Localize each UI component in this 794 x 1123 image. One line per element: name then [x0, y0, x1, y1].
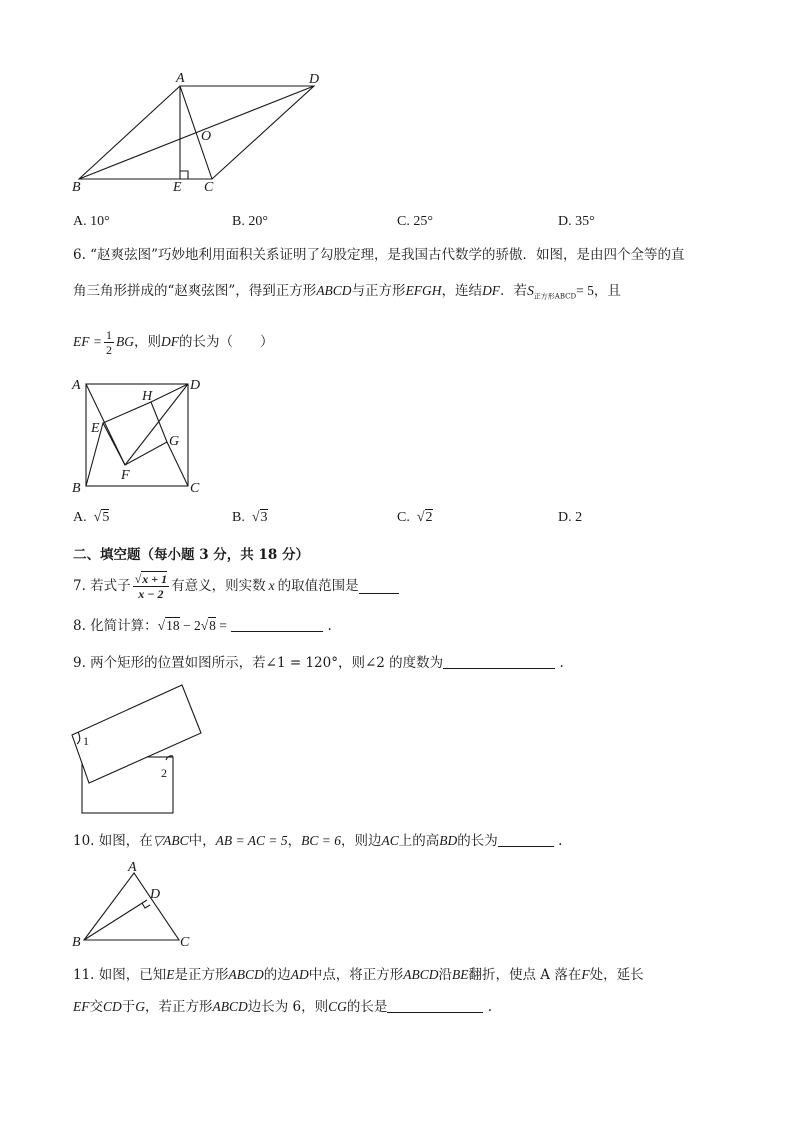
q6-text: 角三角形拼成的“赵爽弦图”，得到正方形 — [73, 283, 317, 299]
q8-radicand-2: 8 — [209, 618, 216, 633]
q11-square: ABCD — [212, 999, 248, 1014]
q10-end: . — [558, 833, 563, 849]
section-fill-in-blank-title: 二、填空题（每小题 3 分，共 18 分） — [73, 547, 309, 563]
q11-text: 中点，将正方形 — [308, 967, 404, 983]
q6-area-symbol: S — [527, 283, 534, 298]
q6-option-c-prefix: C. — [397, 510, 410, 525]
q11-line-be: BE — [452, 967, 469, 982]
q6-line-1: 6. “赵爽弦图”巧妙地利用面积关系证明了勾股定理，是我国古代数学的骄傲．如图，是由四个全等的直 — [73, 247, 685, 263]
q9-line — [73, 654, 564, 672]
q5-label-B: B — [72, 180, 81, 195]
q6-zhao-shuang-figure — [66, 372, 216, 498]
q10-text: ，则边 — [341, 833, 382, 849]
q10-prefix: 10. 如图，在 — [73, 833, 153, 849]
q7-suffix: 有意义，则实数 — [171, 578, 266, 594]
q6-option-a-prefix: A. — [73, 510, 87, 525]
q11-segment-ef: EF — [73, 999, 90, 1014]
q6-square-abcd: ABCD — [316, 283, 352, 298]
q6-option-d: D. 2 — [558, 510, 583, 525]
q7-denominator: x − 2 — [138, 586, 164, 601]
q11-text: 是正方形 — [174, 967, 229, 983]
q9-end: . — [559, 655, 564, 671]
q11-segment-cg: CG — [328, 999, 347, 1014]
q11-side-ad: AD — [290, 967, 309, 982]
q11-text: 边长为 6，则 — [247, 999, 329, 1015]
q6-line-3 — [73, 326, 273, 358]
q11-text: 于 — [121, 999, 136, 1015]
q10-text: 中， — [188, 833, 216, 849]
q6-frac-num: 1 — [105, 327, 112, 342]
q11-point-g: G — [135, 999, 146, 1014]
q6-text: ，则 — [133, 334, 161, 350]
q8-minus: − 2 — [182, 618, 201, 633]
q6-label-G: G — [169, 434, 180, 449]
q5-option-d: D. 35° — [558, 214, 595, 229]
q5-label-E: E — [173, 180, 182, 195]
q11-point-f: F — [581, 967, 590, 982]
q10-text: 的长为 — [457, 833, 498, 849]
q6-bg: BG — [115, 334, 134, 349]
q8-line: 8. 化简计算：√18 − 2√8 = . — [73, 618, 332, 634]
q6-text: 的长为（ ） — [178, 334, 274, 350]
q10-condition-2: BC = 6 — [301, 833, 342, 848]
q11-square: ABCD — [403, 967, 439, 982]
q6-area-value: = 5 — [576, 283, 594, 298]
q6-label-B: B — [72, 481, 81, 496]
q7-prefix: 7. 若式子 — [73, 578, 131, 594]
q11-text: 11. 如图，已知 — [73, 967, 167, 983]
q6-option-b-radicand: 3 — [260, 510, 268, 525]
q10-line — [73, 832, 562, 850]
q6-option-b: B. √3 — [232, 510, 268, 525]
q10-label-D: D — [150, 887, 161, 902]
q6-area-subscript: 正方形ABCD — [533, 292, 577, 301]
q7-line — [73, 568, 399, 604]
q8-prefix: 8. 化简计算： — [73, 618, 158, 634]
q5-label-O: O — [201, 129, 212, 144]
q10-sep: ， — [287, 833, 302, 849]
q11-end: . — [487, 999, 493, 1015]
q6-text: ．若 — [500, 283, 528, 299]
q6-option-a: A. √5 — [73, 510, 110, 525]
q11-text: 处，延长 — [589, 967, 644, 983]
q8-answer-blank[interactable] — [231, 617, 323, 632]
q6-line-2 — [73, 282, 621, 306]
q8-equals: = — [219, 618, 227, 633]
q7-suffix2: 的取值范围是 — [277, 578, 359, 594]
q10-height-bd: BD — [439, 833, 458, 848]
q6-text: 与正方形 — [351, 283, 406, 299]
q11-square: ABCD — [228, 967, 264, 982]
q5-option-a: A. 10° — [73, 214, 110, 229]
q8-radicand-1: 18 — [166, 618, 180, 633]
q7-answer-blank[interactable] — [359, 579, 399, 594]
q10-label-C: C — [180, 935, 190, 950]
q7-numerator-radicand: x + 1 — [142, 571, 168, 586]
q6-label-F: F — [121, 468, 130, 483]
q8-end: . — [327, 618, 332, 634]
q10-triangle-figure — [66, 860, 206, 952]
q7-var: x — [268, 578, 275, 593]
q11-text: 交 — [89, 999, 103, 1015]
q6-ef: EF = — [73, 334, 102, 349]
q9-prefix: 9. 两个矩形的位置如图所示，若∠1 = 120°，则∠2 的度数为 — [73, 655, 444, 671]
q11-text: 的边 — [263, 967, 291, 983]
q10-label-B: B — [72, 935, 81, 950]
q6-option-a-radicand: 5 — [102, 510, 110, 525]
q6-segment-df: DF — [482, 283, 501, 298]
q11-text: 翻折，使点 A 落在 — [468, 967, 582, 983]
q11-line-2 — [73, 998, 492, 1016]
q6-label-E: E — [91, 421, 100, 436]
q6-df: DF — [160, 334, 179, 349]
q11-text: ，若正方形 — [145, 999, 213, 1015]
q10-condition-1: AB = AC = 5 — [215, 833, 288, 848]
q9-angle-2-label: 2 — [161, 766, 167, 780]
q11-text: 沿 — [438, 967, 453, 983]
q6-text: ，且 — [593, 283, 621, 299]
q7-fraction — [133, 572, 169, 601]
q6-frac-den: 2 — [105, 342, 112, 357]
q9-rectangles-figure — [66, 684, 206, 819]
q5-rhombus-figure — [66, 66, 336, 196]
q6-option-c: C. √2 — [397, 510, 433, 525]
q11-answer-blank[interactable] — [387, 998, 483, 1013]
q6-label-H: H — [142, 389, 153, 404]
q10-text: 上的高 — [398, 833, 440, 849]
q5-option-b: B. 20° — [232, 214, 268, 229]
q6-option-c-radicand: 2 — [425, 510, 433, 525]
q6-option-b-prefix: B. — [232, 510, 245, 525]
q6-square-efgh: EFGH — [405, 283, 442, 298]
q5-label-D: D — [309, 72, 320, 87]
q5-label-A: A — [176, 71, 185, 86]
q6-text: ，连结 — [441, 283, 483, 299]
q11-point-e: E — [166, 967, 175, 982]
q7-numerator: √x + 1 — [134, 571, 168, 586]
q9-answer-blank[interactable] — [443, 654, 555, 669]
q11-side-cd: CD — [103, 999, 122, 1014]
q11-line-1 — [73, 966, 644, 984]
q6-label-C: C — [190, 481, 200, 496]
q10-triangle: ▽ABC — [152, 833, 189, 848]
q10-answer-blank[interactable] — [498, 832, 554, 847]
q10-side-ac: AC — [381, 833, 399, 848]
q9-angle-1-label: 1 — [83, 734, 89, 748]
q6-fraction-half — [104, 328, 114, 357]
q10-label-A: A — [128, 860, 137, 875]
q5-label-C: C — [204, 180, 214, 195]
q5-option-c: C. 25° — [397, 214, 433, 229]
q11-text: 的长是 — [346, 999, 388, 1015]
q6-label-A: A — [72, 378, 81, 393]
q6-label-D: D — [190, 378, 201, 393]
